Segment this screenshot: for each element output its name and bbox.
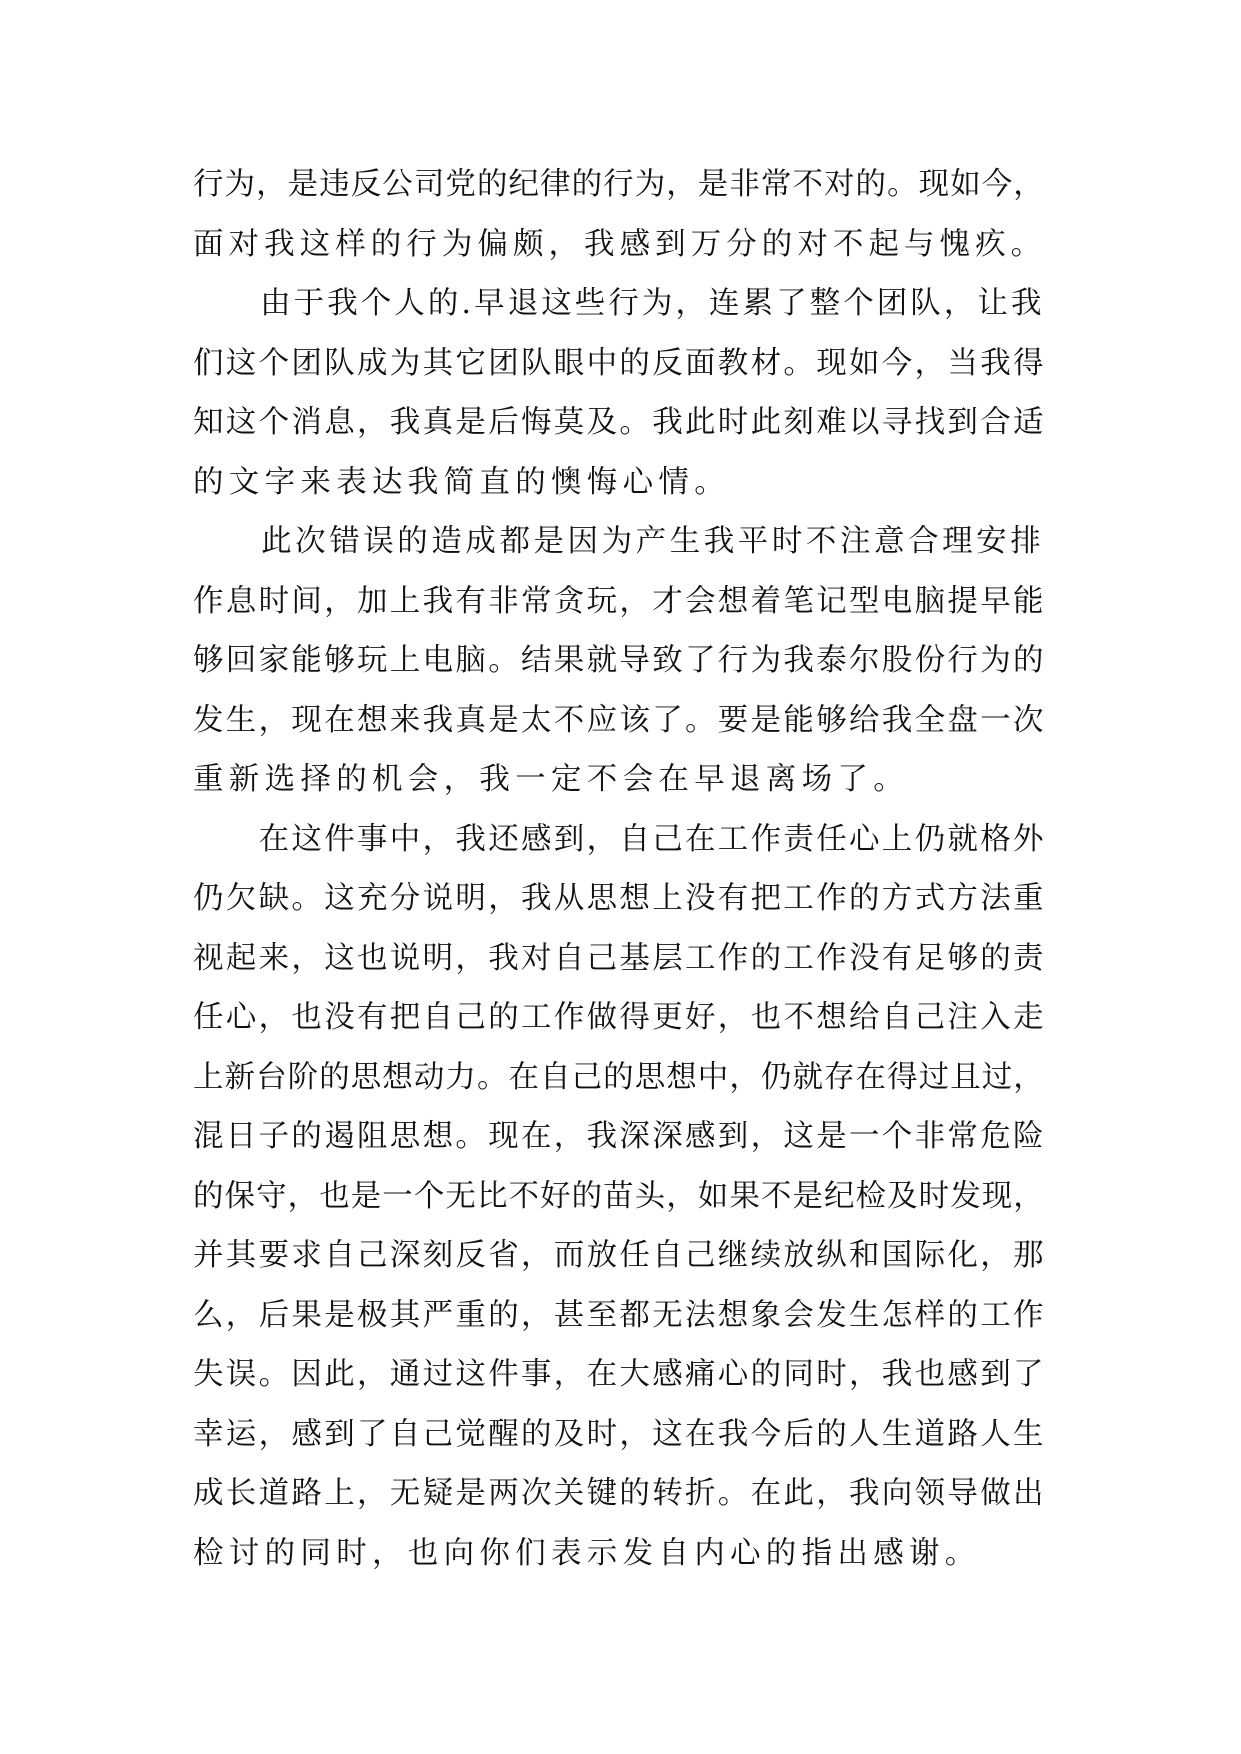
text-line: 并其要求自己深刻反省，而放任自己继续放纵和国际化，那	[193, 1238, 1046, 1273]
text-line: 此次错误的造成都是因为产生我平时不注意合理安排	[193, 524, 1045, 559]
text-line: 失误。因此，通过这件事，在大感痛心的同时，我也感到了	[193, 1357, 1046, 1392]
text-line: 视起来，这也说明，我对自己基层工作的工作没有足够的责	[193, 940, 1046, 976]
text-line: 幸运，感到了自己觉醒的及时，这在我今后的人生道路人生	[193, 1416, 1046, 1452]
text-line: 上新台阶的思想动力。在自己的思想中，仍就存在得过且过，	[193, 1059, 1045, 1095]
text-line: 任心，也没有把自己的工作做得更好，也不想给自己注入走	[193, 1000, 1046, 1035]
text-line: 的保守，也是一个无比不好的苗头，如果不是纪检及时发现，	[193, 1178, 1045, 1214]
text-line: 重新选择的机会，我一定不会在早退离场了。	[193, 762, 909, 797]
paragraph-4	[193, 810, 1050, 1584]
text-line: 由于我个人的.早退这些行为，连累了整个团队，让我	[193, 286, 1045, 321]
text-line: 行为，是违反公司党的纪律的行为，是非常不对的。现如今，	[193, 167, 1045, 202]
text-line: 们这个团队成为其它团队眼中的反面教材。现如今，当我得	[193, 345, 1046, 381]
text-line: 够回家能够玩上电脑。结果就导致了行为我泰尔股份行为的	[193, 643, 1046, 678]
text-line: 的文字来表达我简直的懊悔心情。	[193, 464, 730, 500]
text-line: 知这个消息，我真是后悔莫及。我此时此刻难以寻找到合适	[193, 405, 1046, 440]
text-line: 发生，现在想来我真是太不应该了。要是能够给我全盘一次	[193, 702, 1046, 738]
text-line: 作息时间，加上我有非常贪玩，才会想着笔记型电脑提早能	[193, 583, 1046, 619]
text-line: 么，后果是极其严重的，甚至都无法想象会发生怎样的工作	[193, 1297, 1046, 1333]
paragraph-3	[193, 512, 1050, 810]
text-line: 成长道路上，无疑是两次关键的转折。在此，我向领导做出	[193, 1476, 1046, 1511]
text-line: 面对我这样的行为偏颇，我感到万分的对不起与愧疚。	[193, 226, 1047, 262]
text-line: 混日子的遏阻思想。现在，我深深感到，这是一个非常危险	[193, 1119, 1046, 1154]
document-body	[193, 155, 1050, 1583]
text-line: 在这件事中，我还感到，自己在工作责任心上仍就格外	[193, 821, 1046, 857]
text-line: 仍欠缺。这充分说明，我从思想上没有把工作的方式方法重	[193, 881, 1046, 916]
paragraph-1	[193, 155, 1050, 274]
paragraph-2	[193, 274, 1050, 512]
text-line: 检讨的同时，也向你们表示发自内心的指出感谢。	[193, 1535, 981, 1571]
